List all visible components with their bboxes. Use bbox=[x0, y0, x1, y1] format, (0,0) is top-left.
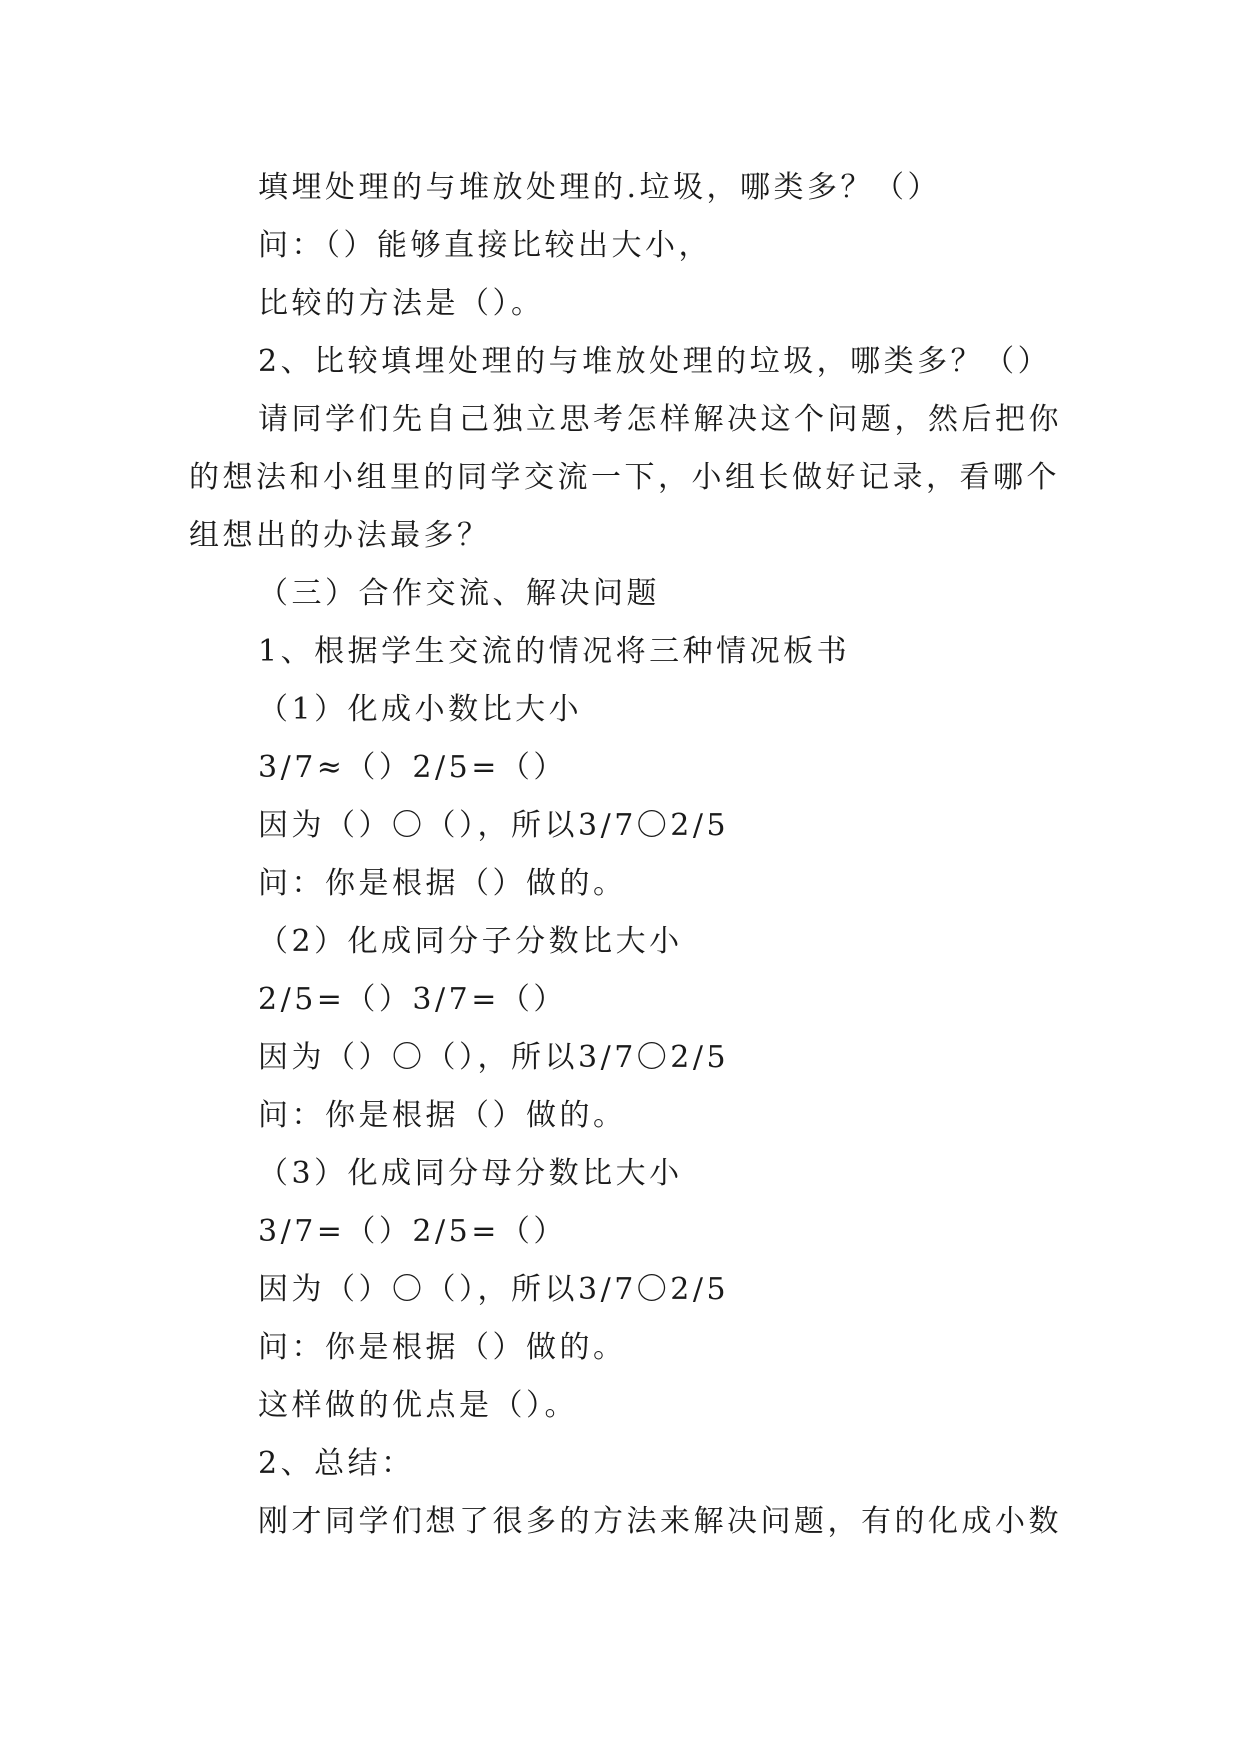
paragraph-line-4: 2、比较填埋处理的与堆放处理的垃圾，哪类多？（） bbox=[258, 344, 1052, 379]
question-line-1: 问：你是根据（）做的。 bbox=[258, 866, 627, 901]
equation-line-2: 2/5=（）3/7=（） bbox=[258, 982, 567, 1017]
subheading-1: （1）化成小数比大小 bbox=[258, 692, 583, 727]
comparison-line-3: 因为（）〇（），所以3/7〇2/5 bbox=[258, 1272, 730, 1307]
subheading-3: （3）化成同分母分数比大小 bbox=[258, 1156, 683, 1191]
paragraph-line-7: 组想出的办法最多？ bbox=[189, 518, 491, 553]
paragraph-line-2: 问：（）能够直接比较出大小， bbox=[258, 228, 712, 263]
subheading-2: （2）化成同分子分数比大小 bbox=[258, 924, 683, 959]
summary-line-1: 刚才同学们想了很多的方法来解决问题，有的化成小数 bbox=[258, 1504, 1062, 1539]
equation-line-3: 3/7=（）2/5=（） bbox=[258, 1214, 567, 1249]
advantage-line: 这样做的优点是（）。 bbox=[258, 1388, 578, 1423]
summary-heading: 2、总结： bbox=[258, 1446, 415, 1481]
paragraph-line-6: 的想法和小组里的同学交流一下，小组长做好记录，看哪个 bbox=[189, 460, 1060, 495]
equation-line-1: 3/7≈（）2/5=（） bbox=[258, 750, 567, 785]
comparison-line-2: 因为（）〇（），所以3/7〇2/5 bbox=[258, 1040, 730, 1075]
paragraph-line-3: 比较的方法是（）。 bbox=[258, 286, 545, 321]
paragraph-line-1: 填埋处理的与堆放处理的.垃圾，哪类多？（） bbox=[258, 170, 942, 205]
section-heading: （三）合作交流、解决问题 bbox=[258, 576, 660, 611]
comparison-line-1: 因为（）〇（），所以3/7〇2/5 bbox=[258, 808, 730, 843]
question-line-2: 问：你是根据（）做的。 bbox=[258, 1098, 627, 1133]
paragraph-line-9: 1、根据学生交流的情况将三种情况板书 bbox=[258, 634, 851, 669]
paragraph-line-5: 请同学们先自己独立思考怎样解决这个问题，然后把你 bbox=[258, 402, 1062, 437]
question-line-3: 问：你是根据（）做的。 bbox=[258, 1330, 627, 1365]
